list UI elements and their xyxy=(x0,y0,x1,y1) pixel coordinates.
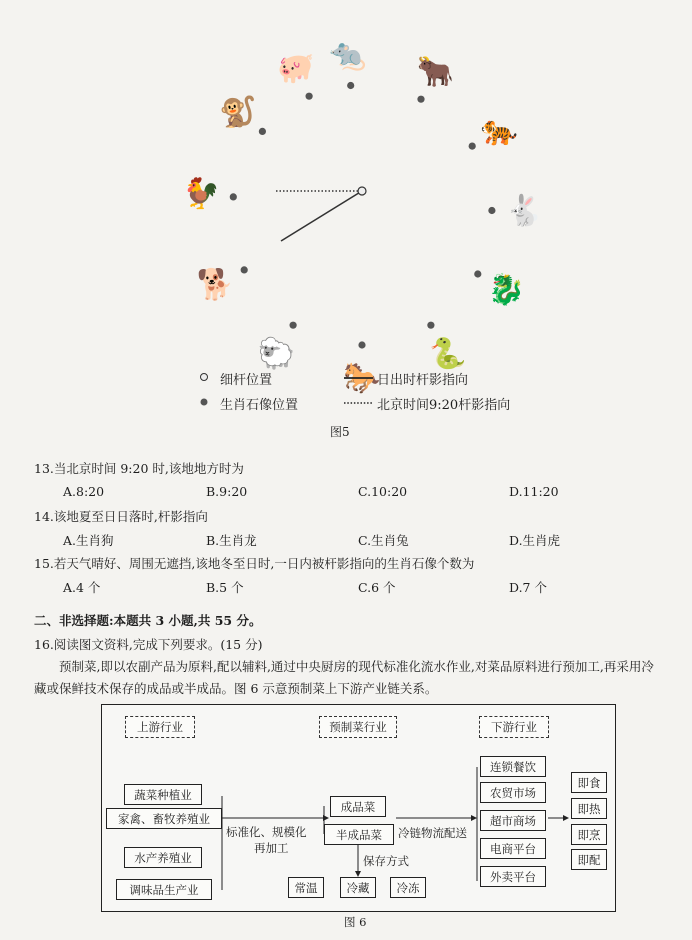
sheep-image: 🐑 xyxy=(257,336,295,372)
prefab-header: 预制菜行业 xyxy=(319,716,397,738)
semi-finished-dish-box: 半成品菜 xyxy=(324,824,394,845)
finished-dish-box: 成品菜 xyxy=(330,796,386,817)
ready-to-eat-box: 即食 xyxy=(571,772,607,793)
upstream-item-seasoning: 调味品生产业 xyxy=(116,879,212,900)
process-label: 标准化、规模化 xyxy=(226,825,307,839)
q15-option-a[interactable]: A.4 个 xyxy=(63,580,101,595)
downstream-item-farmers-market: 农贸市场 xyxy=(480,782,546,803)
q15-option-b[interactable]: B.5 个 xyxy=(206,580,244,595)
q13-option-b[interactable]: B.9:20 xyxy=(206,484,248,499)
q15-option-d[interactable]: D.7 个 xyxy=(509,580,547,595)
upstream-header: 上游行业 xyxy=(125,716,195,738)
legend-beijing-label: 北京时间9:20杆影指向 xyxy=(377,398,511,413)
downstream-item-ecommerce: 电商平台 xyxy=(480,838,546,859)
q14-option-d[interactable]: D.生肖虎 xyxy=(509,533,561,548)
ready-to-assemble-box: 即配 xyxy=(571,849,607,870)
rooster-image: 🐓 xyxy=(182,176,221,212)
legend-pole-label: 细杆位置 xyxy=(220,373,273,388)
rabbit-image: 🐇 xyxy=(505,193,543,229)
downstream-item-supermarket: 超市商场 xyxy=(480,810,546,831)
rat-image: 🐀 xyxy=(329,37,367,73)
question-14-stem: 14.该地夏至日日落时,杆影指向 xyxy=(34,509,208,524)
question-16-intro: 预制菜,即以农副产品为原料,配以辅料,通过中央厨房的现代标准化流水作业,对菜品原料进行预加工,再采用冷藏或保鲜技术保存的成品或半成品。图 6 示意预制菜上下游产业链关系。 xyxy=(34,659,654,696)
dragon-image: 🐉 xyxy=(487,272,525,308)
upstream-item-vegetables: 蔬菜种植业 xyxy=(124,784,202,805)
tiger-image: 🐅 xyxy=(480,113,519,149)
figure-6-caption: 图 6 xyxy=(344,915,367,929)
ready-to-cook-box: 即烹 xyxy=(571,824,607,845)
figure-5-caption: 图5 xyxy=(330,425,350,439)
legend-statue-label: 生肖石像位置 xyxy=(220,398,299,413)
question-16-stem: 16.阅读图文资料,完成下列要求。(15 分) xyxy=(34,637,263,652)
process-label-2: 再加工 xyxy=(254,841,289,855)
storage-room-temp: 常温 xyxy=(288,877,324,898)
snake-image: 🐍 xyxy=(429,336,467,372)
storage-label: 保存方式 xyxy=(363,854,409,868)
storage-frozen: 冷冻 xyxy=(390,877,426,898)
upstream-item-livestock: 家禽、畜牧养殖业 xyxy=(106,808,222,829)
q13-option-d[interactable]: D.11:20 xyxy=(509,484,559,499)
pig-image: 🐖 xyxy=(277,51,315,86)
q14-option-c[interactable]: C.生肖兔 xyxy=(358,533,409,548)
monkey-image: 🐒 xyxy=(219,94,257,130)
legend-sunrise-label: 日出时杆影指向 xyxy=(377,373,469,388)
q13-option-c[interactable]: C.10:20 xyxy=(358,484,408,499)
question-15-stem: 15.若天气晴好、周围无遮挡,该地冬至日时,一日内被杆影指向的生肖石像个数为 xyxy=(34,556,475,571)
section-2-heading: 二、非选择题:本题共 3 小题,共 55 分。 xyxy=(34,613,262,628)
ready-to-heat-box: 即热 xyxy=(571,798,607,819)
q14-option-a[interactable]: A.生肖狗 xyxy=(63,533,114,548)
q14-option-b[interactable]: B.生肖龙 xyxy=(206,533,257,548)
q15-option-c[interactable]: C.6 个 xyxy=(358,580,396,595)
q13-option-a[interactable]: A.8:20 xyxy=(63,484,105,499)
storage-refrigerated: 冷藏 xyxy=(340,877,376,898)
horse-image: 🐎 xyxy=(343,361,381,396)
downstream-item-takeaway: 外卖平台 xyxy=(480,866,546,887)
dog-image: 🐕 xyxy=(196,267,234,303)
coldchain-label: 冷链物流配送 xyxy=(398,826,467,840)
ox-image: 🐂 xyxy=(416,54,455,90)
upstream-item-aquaculture: 水产养殖业 xyxy=(124,847,202,868)
question-13-stem: 13.当北京时间 9:20 时,该地地方时为 xyxy=(34,461,244,476)
downstream-header: 下游行业 xyxy=(479,716,549,738)
downstream-item-chain-restaurant: 连锁餐饮 xyxy=(480,756,546,777)
